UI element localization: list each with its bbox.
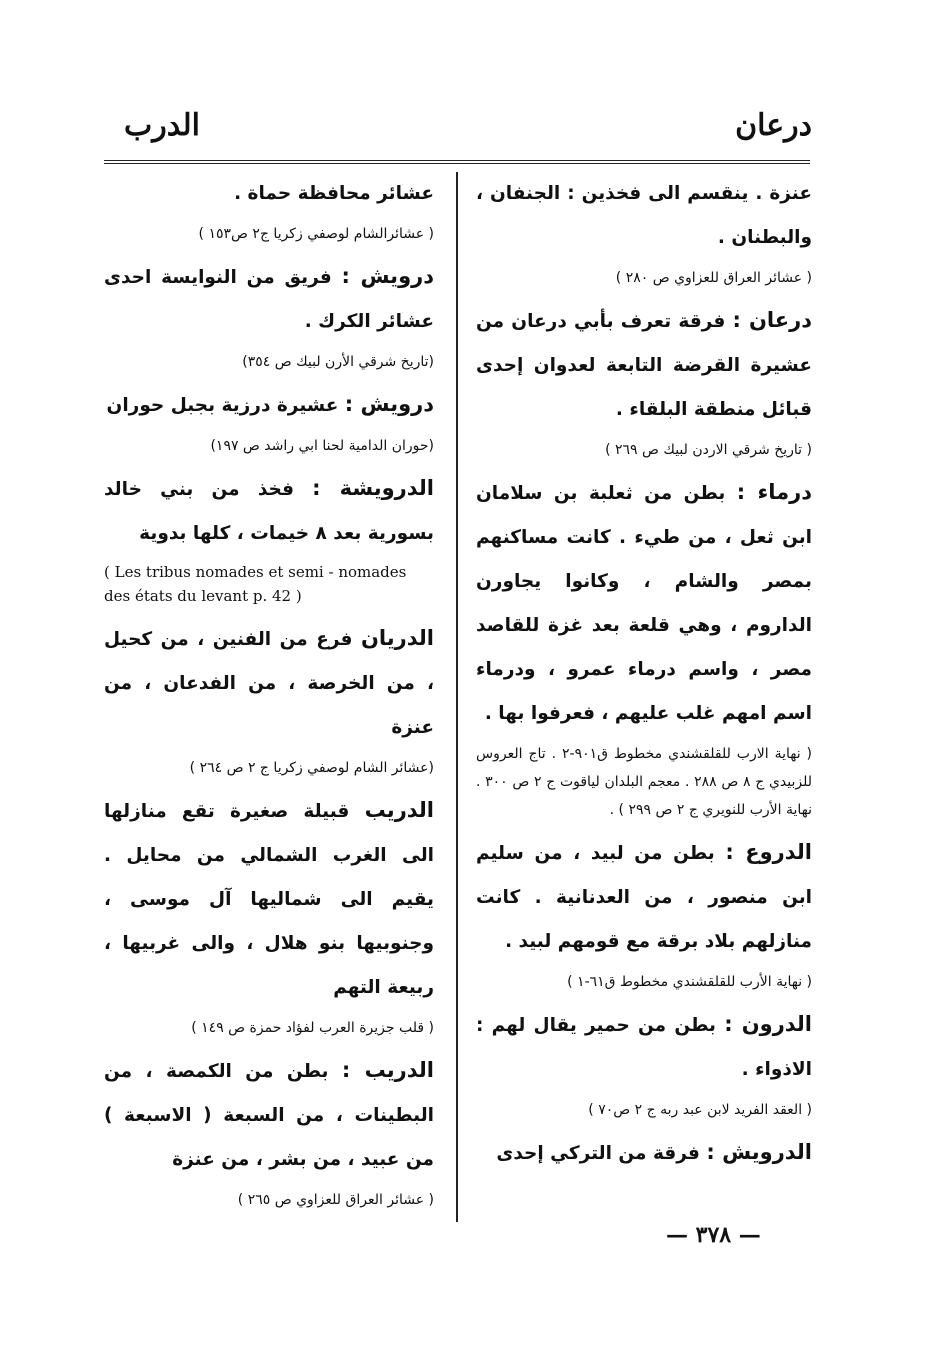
entry-paragraph xyxy=(476,830,812,964)
entry-text: بطن من ثعلبة بن سلامان ابن ثعل ، من طيء . كانت مساكنهم بمصر والشام ، وكانوا يجاورن الداروم ، وهي قلعة بعد غزة للقاصد مصر ، واسم درماء عمرو ، ودرماء اسم امهم غلب عليهم ، فعرفوا بها . xyxy=(476,483,812,724)
entry-paragraph xyxy=(104,172,434,216)
entry-headword: درويش : xyxy=(344,392,434,416)
right-column xyxy=(476,172,812,1178)
entry-paragraph xyxy=(476,298,812,432)
entry-text: بطن من لبيد ، من سليم ابن منصور ، من العدنانية . كانت منازلهم بلاد برقة مع قومهم لبيد . xyxy=(476,843,812,952)
entry-headword: الدروع : xyxy=(725,840,812,864)
entry-text: فرقة تعرف بأبي درعان من عشيرة القرضة التابعة لعدوان إحدى قبائل منطقة البلقاء . xyxy=(476,311,812,420)
header-right-word: درعان xyxy=(735,108,812,143)
entry-headword: درويش : xyxy=(341,264,434,288)
entry-paragraph xyxy=(104,788,434,1010)
entry-paragraph xyxy=(476,470,812,736)
header-rule xyxy=(104,160,810,164)
header-left-word: الدرب xyxy=(124,108,200,143)
reference-citation: (حوران الدامية لحنا ابي راشد ص ١٩٧) xyxy=(210,438,434,454)
reference-citation: (عشائر الشام لوصفي زكريا ج ٢ ص ٢٦٤ ) xyxy=(189,760,434,776)
entry-text: بطن من حمير يقال لهم : الاذواء . xyxy=(476,1015,812,1080)
entry-text: فخذ من بني خالد بسورية بعد ٨ خيمات ، كلها بدوية xyxy=(104,479,434,544)
page-number: — ٣٧٨ — xyxy=(666,1222,761,1248)
entry-paragraph xyxy=(104,616,434,750)
reference-citation: ( تاريخ شرقي الاردن لبيك ص ٢٦٩ ) xyxy=(605,442,812,458)
entry-text: عشيرة درزية بجبل حوران xyxy=(106,395,339,416)
reference-citation: (تاريخ شرقي الأرن لبيك ص ٣٥٤) xyxy=(242,354,434,370)
reference-citation: ( نهاية الأرب للقلقشندي مخطوط ق٦١-١ ) xyxy=(567,974,812,990)
left-column xyxy=(104,172,434,1220)
entry-text: فريق من النوايسة احدى عشائر الكرك . xyxy=(104,267,434,332)
entry-text: عنزة . ينقسم الى فخذين : الجنفان ، والبطنان . xyxy=(476,183,812,248)
entry-paragraph xyxy=(104,254,434,344)
entry-headword: الدريب xyxy=(364,798,434,822)
entry-headword: درماء : xyxy=(736,480,813,504)
reference-citation: ( قلب جزيرة العرب لفؤاد حمزة ص ١٤٩ ) xyxy=(191,1020,434,1036)
entry-text: قبيلة صغيرة تقع منازلها الى الغرب الشمالي من محايل . يقيم الى شماليها آل موسى ، وجنوبيها بنو هلال ، والى غربيها ، ربيعة التهم xyxy=(104,801,434,998)
entry-paragraph xyxy=(476,1002,812,1092)
reference-citation: ( عشائر العراق للعزاوي ص ٢٦٥ ) xyxy=(237,1192,434,1208)
entry-paragraph xyxy=(104,466,434,556)
entry-text: عشائر محافظة حماة . xyxy=(234,183,434,204)
entry-text: بطن من الكمصة ، من البطينات ، من السبعة ( الاسبعة ) من عبيد ، من بشر ، من عنزة xyxy=(104,1061,434,1170)
entry-headword: الدريان xyxy=(360,626,434,650)
entry-paragraph xyxy=(476,1130,812,1176)
latin-reference-citation: ( Les tribus nomades et semi - nomades des états du levant p. 42 ) xyxy=(104,563,407,605)
reference-citation: ( نهاية الارب للقلقشندي مخطوط ق٩٠١-٢ . تاج العروس للزبيدي ج ٨ ص ٢٨٨ . معجم البلدان لياقوت ج ٢ ص ٣٠٠ . نهاية الأرب للنويري ج ٢ ص ٢٩٩ ) . xyxy=(476,746,813,818)
column-divider xyxy=(456,172,458,1222)
entry-text: فرع من الفنين ، من كحيل ، من الخرصة ، من الفدعان ، من عنزة xyxy=(104,629,434,738)
reference-citation: ( العقد الفريد لابن عبد ربه ج ٢ ص٧٠ ) xyxy=(588,1102,812,1118)
entry-headword: الدرويشة : xyxy=(312,476,434,500)
entry-paragraph xyxy=(104,1048,434,1182)
entry-headword: الدرون : xyxy=(724,1012,812,1036)
entry-headword: الدرويش : xyxy=(706,1140,812,1164)
reference-citation: ( عشائر العراق للعزاوي ص ٢٨٠ ) xyxy=(615,270,812,286)
entry-text: فرقة من التركي إحدى xyxy=(496,1143,700,1164)
reference-citation: ( عشائرالشام لوصفي زكريا ج٢ ص١٥٣ ) xyxy=(198,226,434,242)
entry-paragraph xyxy=(476,172,812,260)
entry-headword: الدريب : xyxy=(341,1058,434,1082)
entry-paragraph xyxy=(104,382,434,428)
entry-headword: درعان : xyxy=(732,308,813,332)
